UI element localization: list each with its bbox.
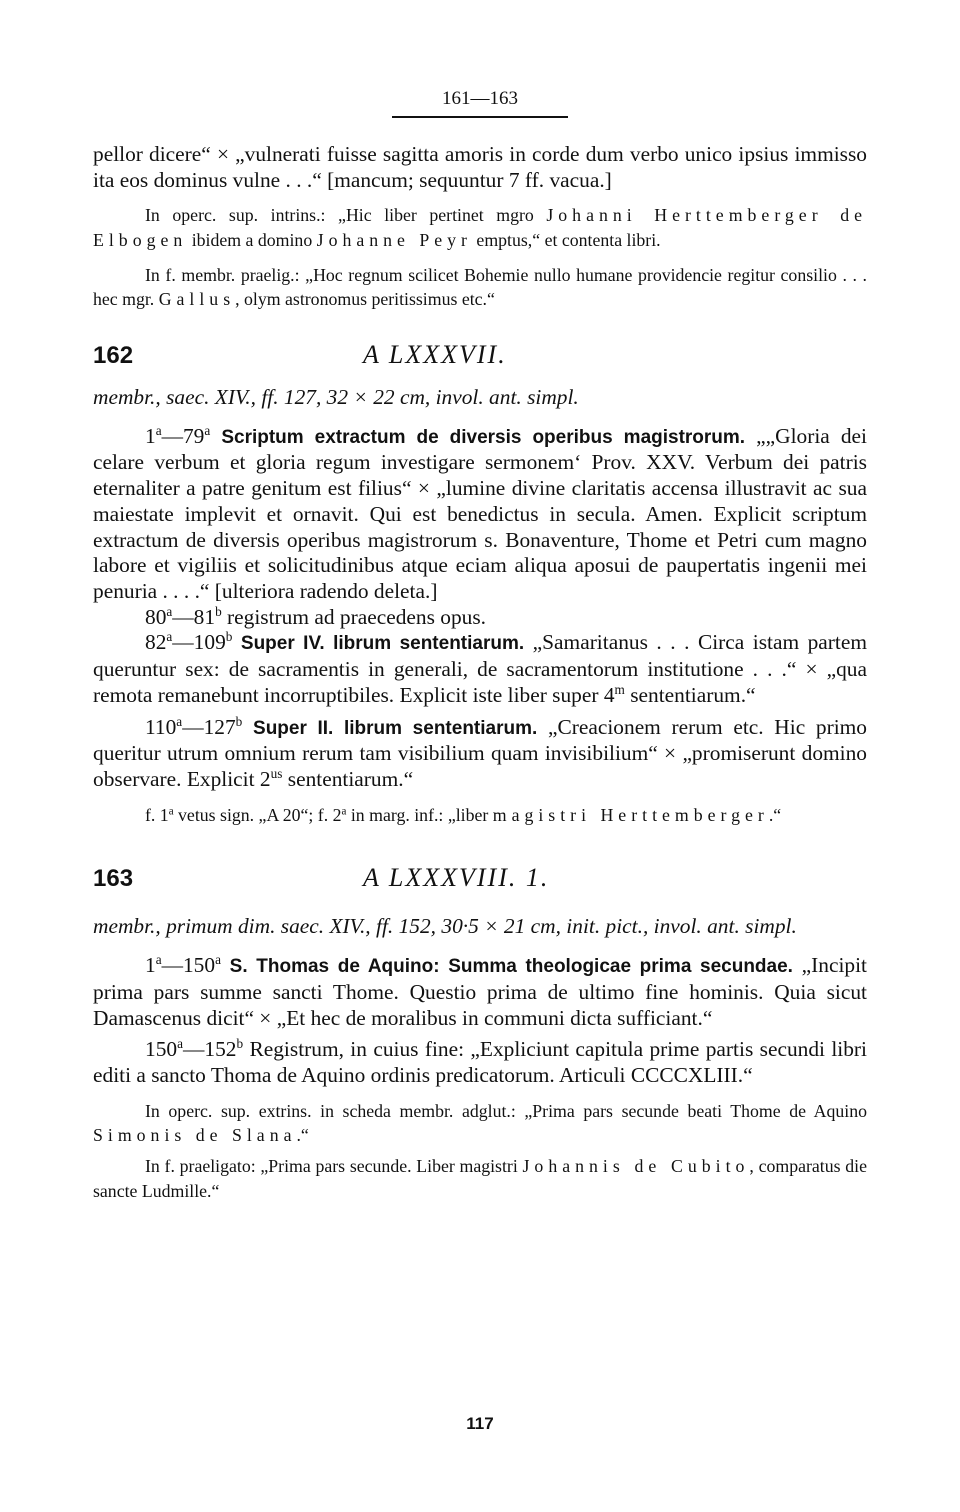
content-item	[93, 953, 867, 1031]
folio-range: 110$^a$—127$^b$	[145, 713, 243, 739]
folio-range: 150$^a$—152$^b$	[145, 1036, 244, 1062]
folio-range: 1$^a$—150$^a$	[145, 952, 221, 978]
person-name: Johanne Peyr	[316, 230, 472, 250]
work-title: Scriptum extractum de diversis operibus magistrorum.	[221, 426, 746, 448]
note-text: ibidem a domino	[187, 230, 317, 250]
physical-description: membr., saec. XIV., ff. 127, 32 × 22 cm, invol. ant. simpl.	[93, 384, 579, 409]
person-name: Gallus	[158, 289, 236, 310]
shelfmark-note: f. 1$^a$ vetus sign. „A 20“; f. 2$^a$ in marg. inf.: „liber magistri Herttemberger.“	[145, 804, 782, 825]
note-text: emptus,“ et contenta libri.	[471, 230, 661, 250]
person-name: Johanni Herttemberger de Elbogen	[93, 205, 867, 250]
entry-number: 162	[93, 341, 134, 369]
shelfmark: A LXXXVII.	[363, 339, 507, 369]
content-item	[93, 605, 867, 631]
entry-number: 163	[93, 865, 134, 893]
catalog-page	[93, 88, 867, 1203]
cover-note: In operc. sup. extrins. in scheda membr. adglut.: „Prima pars secunde beati Thome de Aquino Simonis de Slana.“	[93, 1100, 867, 1146]
entry-heading	[93, 863, 867, 905]
content-item: 82$^a$—109$^b$ Super IV. librum sententiarum. „Samaritanus . . . Circa istam partem queruntur sex: de sacramentis in generali, de sacramentorum institutione . . .“ × „qua remota remanebunt incorruptibiles. Explicit iste liber super 4$^m$ sententiarum.“	[93, 629, 868, 707]
physical-description: membr., primum dim. saec. XIV., ff. 152, 30·5 × 21 cm, init. pict., invol. ant. simpl.	[93, 914, 797, 939]
note-text: In operc. sup. intrins.: „Hic liber pertinet mgro	[145, 205, 547, 226]
shelfmark: A LXXXVIII. 1.	[363, 863, 550, 893]
work-title: S. Thomas de Aquino: Summa theologicae prima secundae.	[229, 956, 793, 978]
content-item	[93, 1037, 867, 1088]
ownership-note	[93, 203, 867, 252]
content-item	[93, 424, 867, 605]
item-text: Registrum, in cuius fine: „Expliciunt capitula prime partis secundi libri editi a sancto Thoma de Aquino ordinis predicatorum. Articuli CCCCXLIII.“	[93, 1037, 867, 1088]
person-name: Simonis de Slana	[93, 1125, 297, 1146]
work-title: Super IV. librum sententiarum.	[240, 633, 525, 655]
flyleaf-note	[93, 263, 867, 312]
continuation-paragraph: pellor dicere“ × „vulnerati fuisse sagitta amoris in corde dum verbo unico ipsius immisso ita eos dominus vulne . . .“ [mancum; sequuntur 7 ff. vacua.]	[93, 142, 867, 192]
entry-heading	[93, 340, 867, 382]
work-title: Super II. librum sententiarum.	[253, 717, 538, 739]
flyleaf-note: In f. praeligato: „Prima pars secunde. Liber magistri Johannis de Cubito, comparatus die sancte Ludmille.“	[93, 1155, 867, 1201]
person-name: magistri Herttemberger	[492, 804, 769, 825]
folio-range: 82$^a$—109$^b$	[145, 629, 233, 655]
item-text: „Incipit prima pars summe sancti Thome. Questio prima de ultimo fine hominis. Quia sicut Damascenus dicit“ × „Et hec de moralibus in communi dicta sufficiant.“	[93, 953, 867, 1030]
folio-range: 1$^a$—79$^a$	[145, 422, 211, 448]
note-text: In f. membr. praelig.: „Hoc regnum scilicet Bohemie nullo humane providencie regitur consilio . . . hec mgr.	[93, 264, 867, 310]
running-head: 161—163	[442, 88, 518, 109]
page-number: 117	[466, 1414, 494, 1433]
content-item: 110$^a$—127$^b$ Super II. librum sententiarum. „Creacionem rerum etc. Hic primo queritur utrum omnium rerum tam visibilium quam invisibilium“ × „promiserunt domino observare. Explicit $2^{us}$ sententiarum.“	[93, 713, 868, 791]
item-text: „„Gloria dei celare verbum et gloria regum investigare sermonem‘ Prov. XXV. Verbum dei patris eternaliter a patre genitum est filius“ × „lumine divine claritatis accensa illustravit ac sua maiestate implevit et ornavit. Qui est benedictus in secula. Amen. Explicit scriptum extractum de diversis operibus magistrorum s. Bonaventure, Thome et Petri cum magno labore et vigiliis et solicitudinibus atque eciam aliqua aposui de paupertatis ingenii mei penuria . . . .“ [ulteriora radendo deleta.]	[93, 423, 867, 603]
item-text: „Creacionem rerum etc. Hic primo queritur utrum omnium rerum tam visibilium quam invisibilium“ × „promiserunt domino observare. Explicit 2	[93, 714, 868, 791]
item-text: sententiarum.“	[624, 682, 756, 707]
item-text: registrum ad praecedens opus.	[221, 604, 487, 629]
item-text: sententiarum.“	[282, 766, 414, 791]
person-name: Johannis de Cubito	[522, 1155, 750, 1176]
folio-range: 80$^a$—81$^b$	[145, 603, 222, 629]
running-head-rule	[392, 116, 568, 118]
note-text: , olym astronomus peritissimus etc.“	[235, 289, 495, 310]
item-text: „Samaritanus . . . Circa istam partem queruntur sex: de sacramentis in generali, de sacramentorum institutione . . .“ × „qua remota remanebunt incorruptibiles. Explicit iste liber super 4	[93, 630, 868, 707]
